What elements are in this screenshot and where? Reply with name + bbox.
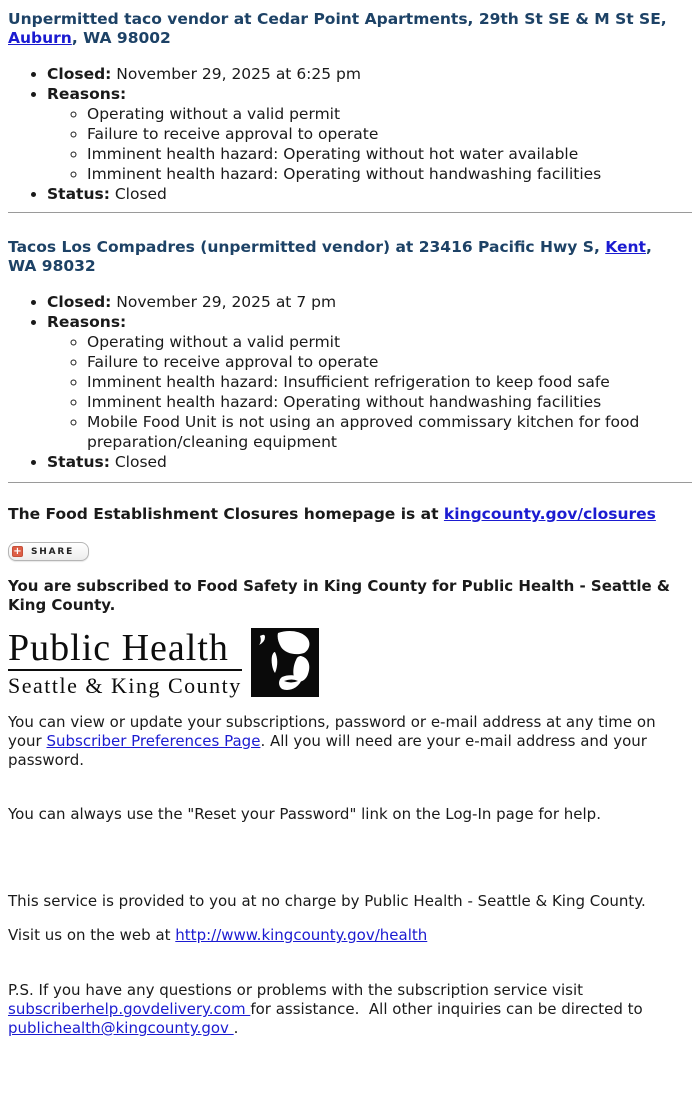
- closed-value: November 29, 2025 at 6:25 pm: [111, 65, 361, 83]
- closed-item: [47, 292, 692, 312]
- reason-item: ◦ Imminent health hazard: Operating without hot water available: [87, 144, 692, 164]
- closures-homepage-label: The Food Establishment Closures homepage is at: [8, 505, 444, 523]
- status-value: Closed: [109, 453, 167, 471]
- visit-text: Visit us on the web at: [8, 926, 176, 944]
- reasons-list: [47, 332, 692, 452]
- status-item: [47, 184, 692, 204]
- reasons-label: Reasons:: [47, 85, 127, 103]
- reset-password-paragraph: You can always use the "Reset your Password" link on the Log-In page for help.: [8, 805, 601, 823]
- closure-heading-1: [8, 10, 692, 48]
- reason-item: ◦ Operating without a valid permit: [87, 332, 692, 352]
- logo-title: Public Health: [8, 627, 229, 669]
- reason-item: ◦ Imminent health hazard: Operating without handwashing facilities: [87, 164, 692, 184]
- closure-heading-1-line1: Unpermitted taco vendor at Cedar Point Apartments, 29th St SE & M St SE,: [8, 10, 667, 28]
- share-button[interactable]: [8, 542, 89, 561]
- health-website-link[interactable]: http://www.kingcounty.gov/health: [175, 926, 428, 944]
- ps-text-after: .: [233, 1019, 239, 1037]
- status-label: Status:: [47, 185, 110, 203]
- status-value: Closed: [109, 185, 167, 203]
- reason-item: ◦ Failure to receive approval to operate: [87, 352, 692, 372]
- closed-label: Closed:: [47, 65, 112, 83]
- subscriber-preferences-link[interactable]: Subscriber Preferences Page: [46, 732, 261, 750]
- ps-text-middle: for assistance. All other inquiries can be directed to: [250, 1000, 648, 1018]
- ps-paragraph: [8, 981, 692, 1038]
- share-row: [8, 539, 692, 561]
- share-plus-icon: +: [13, 546, 22, 557]
- closed-label: Closed:: [47, 293, 112, 311]
- closure-details-list-2: [8, 292, 692, 472]
- govdelivery-help-link[interactable]: subscriberhelp.govdelivery.com: [8, 1000, 251, 1018]
- section-divider: [8, 482, 692, 483]
- closed-item: [47, 64, 692, 84]
- closure-heading-2-line1: Tacos Los Compadres (unpermitted vendor) at 23416 Pacific Hwy S,: [8, 238, 606, 256]
- share-button-label: SHARE: [31, 546, 75, 557]
- reasons-label: Reasons:: [47, 313, 127, 331]
- service-paragraph: This service is provided to you at no charge by Public Health - Seattle & King County.: [8, 892, 646, 910]
- preferences-text-before: You can view or update your subscriptions, password or e-mail address at any time on your: [8, 713, 656, 750]
- reason-item: ◦ Mobile Food Unit is not using an approved commissary kitchen for food preparation/cleaning equipment: [87, 412, 692, 452]
- city-link-auburn[interactable]: Auburn: [8, 29, 72, 47]
- mlk-silhouette-icon: [251, 628, 319, 697]
- reasons-list: [47, 104, 692, 184]
- logo-text: [8, 628, 242, 698]
- reasons-item: [47, 312, 692, 452]
- reason-item: ◦ Failure to receive approval to operate: [87, 124, 692, 144]
- reason-item: ◦ Imminent health hazard: Operating without handwashing facilities: [87, 392, 692, 412]
- closures-homepage-text: [8, 504, 692, 524]
- visit-paragraph: [8, 926, 692, 945]
- city-link-kent[interactable]: Kent: [605, 238, 646, 256]
- section-divider: [8, 212, 692, 213]
- ps-text-before: P.S. If you have any questions or problems with the subscription service visit: [8, 981, 584, 999]
- status-label: Status:: [47, 453, 110, 471]
- closure-details-list-1: [8, 64, 692, 204]
- reason-item: ◦ Imminent health hazard: Insufficient refrigeration to keep food safe: [87, 372, 692, 392]
- subscription-notice: You are subscribed to Food Safety in King County for Public Health - Seattle & King County.: [8, 577, 670, 614]
- closed-value: November 29, 2025 at 7 pm: [111, 293, 337, 311]
- closure-heading-1-tail: , WA 98002: [71, 29, 171, 47]
- closures-homepage-link[interactable]: kingcounty.gov/closures: [443, 505, 656, 523]
- reasons-item: [47, 84, 692, 184]
- public-health-logo: [8, 628, 692, 698]
- preferences-text-after: . All you will need are your e-mail address and your password.: [8, 732, 647, 769]
- reason-item: ◦ Operating without a valid permit: [87, 104, 692, 124]
- closure-heading-2: [8, 238, 692, 276]
- publichealth-email-link[interactable]: publichealth@kingcounty.gov: [8, 1019, 234, 1037]
- closure-heading-2-comma: ,: [645, 238, 652, 256]
- closure-heading-2-line2: WA 98032: [8, 257, 96, 275]
- preferences-paragraph: [8, 713, 692, 770]
- status-item: [47, 452, 692, 472]
- logo-underline: [8, 669, 242, 671]
- logo-subtitle: Seattle & King County: [8, 673, 242, 698]
